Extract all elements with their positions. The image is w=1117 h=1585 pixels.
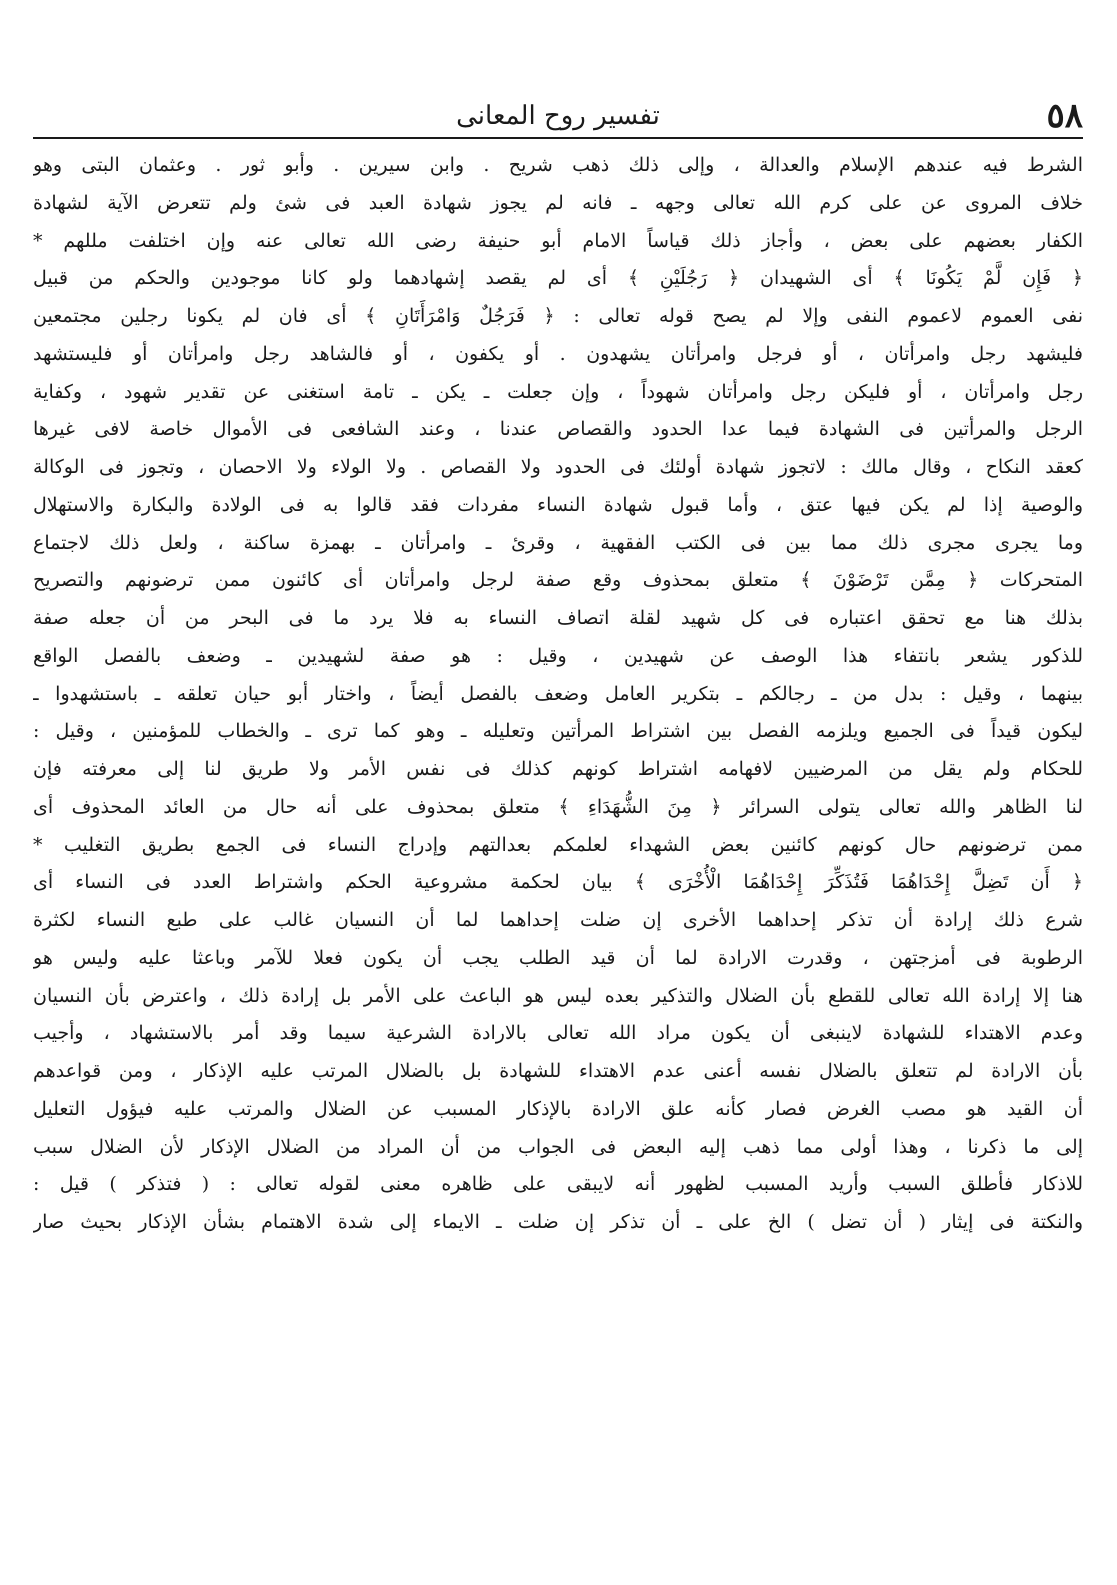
text-line: ممن ترضونهم حال كونهم كائنين بعض الشهداء لعلمكم بعدالتهم وإدراج النساء فى الجمع بطريق التغليب *: [33, 833, 1083, 856]
text-line: بأن الارادة لم تتعلق بالضلال نفسه أعنى عدم الاهتداء للشهادة بل بالضلال المرتب عليه الإذكار ، ومن قواعدهم: [33, 1060, 1083, 1082]
text-line: وعدم الاهتداء للشهادة لاينبغى أن يكون مراد الله تعالى بالارادة الشرعية سيما وقد أمر بالاستشهاد ، وأجيب: [33, 1022, 1083, 1045]
page-header: [33, 96, 1083, 136]
text-line: الكفار بعضهم على بعض ، وأجاز ذلك قياساً الامام أبو حنيفة رضى الله تعالى عنه وإن اختلفت مللهم *: [33, 229, 1083, 252]
text-line: إلى ما ذكرنا ، وهذا أولى مما ذهب إليه البعض فى الجواب من أن المراد من الضلال الإذكار لأن الضلال سبب: [33, 1135, 1083, 1158]
text-line: الرجل والمرأتين فى الشهادة فيما عدا الحدود والقصاص عندنا ، وعند الشافعى فى الأموال خاصة لافى غيرها: [33, 418, 1083, 441]
text-line: الشرط فيه عندهم الإسلام والعدالة ، وإلى ذلك ذهب شريح . وابن سيرين . وأبو ثور . وعثمان البتى وهو: [33, 154, 1083, 176]
body-text: [33, 147, 1083, 1242]
text-line: لنا الظاهر والله تعالى يتولى السرائر ﴿ مِنَ الشُّهَدَاءِ ﴾ متعلق بمحذوف على أنه حال من العائد المحذوف أى: [33, 795, 1083, 818]
text-line: رجل وامرأتان ، أو فليكن رجل وامرأتان شهوداً ، وإن جعلت ـ يكن ـ تامة استغنى عن تقدير شهود ، وكفاية: [33, 380, 1083, 403]
text-line: نفى العموم لاعموم النفى وإلا لم يصح قوله تعالى : ﴿ فَرَجُلٌ وَامْرَأَتَانِ ﴾ أى فان لم يكونا رجلين مجتمعين: [33, 305, 1083, 327]
text-line: بينهما ، وقيل : بدل من ـ رجالكم ـ بتكرير العامل وضعف بالفصل أيضاً ، واختار أبو حيان تعلقه ـ باستشهدوا ـ: [33, 682, 1083, 705]
text-line: للاذكار فأطلق السبب وأريد المسبب لظهور أنه لايبقى على ظاهره معنى لقوله تعالى : ( فتذكر ) قيل :: [33, 1173, 1083, 1196]
text-line: شرع ذلك إرادة أن تذكر إحداهما الأخرى إن ضلت إحداهما لما أن النسيان غالب على طبع النساء لكثرة: [33, 909, 1083, 931]
text-line: للذكور يشعر بانتفاء هذا الوصف عن شهيدين ، وقيل : هو صفة لشهيدين ـ وضعف بالفصل الواقع: [33, 644, 1083, 667]
running-title: تفسير روح المعانى: [456, 101, 660, 131]
text-line: والوصية إذا لم يكن فيها عتق ، وأما قبول شهادة النساء مفردات فقد قالوا به فى الولادة والبكارة والاستهلال: [33, 493, 1083, 516]
header-rule: [33, 137, 1083, 139]
text-line: خلاف المروى عن على كرم الله تعالى وجهه ـ فانه لم يجوز شهادة العبد فى شئ ولم تتعرض الآية لشهادة: [33, 191, 1083, 214]
text-line: أن القيد هو مصب الغرض فصار كأنه علق الارادة بالإذكار المسبب عن الضلال والمرتب عليه فيؤول التعليل: [33, 1097, 1083, 1120]
text-line: للحكام ولم يقل من المرضيين لافهامه اشتراط كونهم كذلك فى نفس الأمر ولا طريق لنا إلى معرفته فإن: [33, 758, 1083, 780]
text-line: الرطوبة فى أمزجتهن ، وقدرت الارادة لما أن قيد الطلب يجب أن يكون فعلا للآمر وباعثا عليه وليس هو: [33, 946, 1083, 969]
text-line: ﴿ فَإِن لَّمْ يَكُونَا ﴾ أى الشهيدان ﴿ رَجُلَيْنِ ﴾ أى لم يقصد إشهادهما ولو كانا موجودين والحكم من قبيل: [33, 267, 1083, 290]
page-number: ٥٨: [1046, 96, 1083, 136]
text-line: المتحركات ﴿ مِمَّن تَرْضَوْنَ ﴾ متعلق بمحذوف وقع صفة لرجل وامرأتان أى كائنون ممن ترضونهم والتصريح: [33, 569, 1083, 592]
text-line: وما يجرى مجرى ذلك مما بين فى الكتب الفقهية ، وقرئ ـ وامرأتان ـ بهمزة ساكنة ، ولعل ذلك لاجتماع: [33, 531, 1083, 554]
text-line: كعقد النكاح ، وقال مالك : لاتجوز شهادة أولئك فى الحدود ولا القصاص . ولا الولاء ولا الاحصان ، وتجوز فى الوكالة: [33, 456, 1083, 478]
text-line: ليكون قيداً فى الجميع ويلزمه الفصل بين اشتراط المرأتين وتعليله ـ وهو كما ترى ـ والخطاب للمؤمنين ، وقيل :: [33, 720, 1083, 743]
text-line: هنا إلا إرادة الله تعالى للقطع بأن الضلال والتذكير بعده ليس هو الباعث على الأمر بل إرادة ذلك ، واعترض بأن النسيان: [33, 984, 1083, 1007]
text-line: والنكتة فى إيثار ( أن تضل ) الخ على ـ أن تذكر إن ضلت ـ الايماء إلى شدة الاهتمام بشأن الإذكار بحيث صار: [33, 1211, 1083, 1233]
text-line: ﴿ أَن تَضِلَّ إِحْدَاهُمَا فَتُذَكِّرَ إِحْدَاهُمَا الْأُخْرَى ﴾ بيان لحكمة مشروعية الحكم واشتراط العدد فى النساء أى: [33, 871, 1083, 894]
text-line: فليشهد رجل وامرأتان ، أو فرجل وامرأتان يشهدون . أو يكفون ، أو فالشاهد رجل وامرأتان أو فليستشهد: [33, 342, 1083, 365]
text-line: بذلك هنا مع تحقق اعتباره فى كل شهيد لقلة اتصاف النساء به فلا يرد ما فى البحر من أن جعله صفة: [33, 607, 1083, 629]
